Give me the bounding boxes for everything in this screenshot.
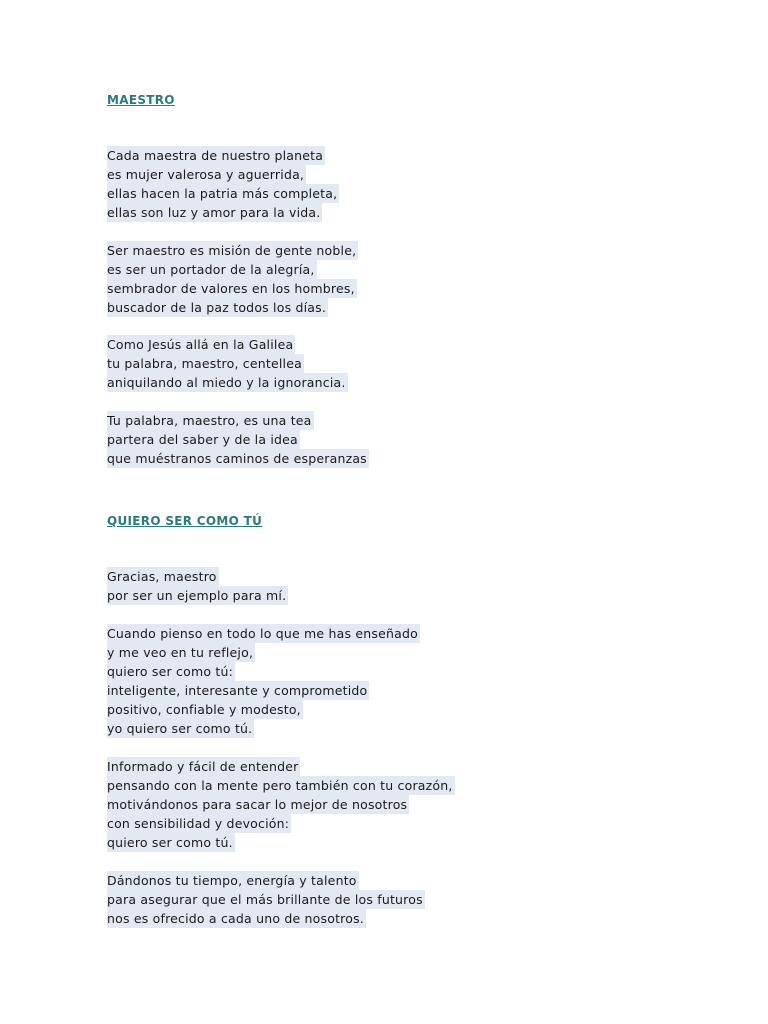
verse-line: Gracias, maestro xyxy=(107,569,217,584)
verse-line: es mujer valerosa y aguerrida, xyxy=(107,167,305,182)
verse-line: Informado y fácil de entender xyxy=(107,759,299,774)
verse-line: por ser un ejemplo para mí. xyxy=(107,588,287,603)
verse-line: buscador de la paz todos los días. xyxy=(107,300,327,315)
verse-line: Dándonos tu tiempo, energía y talento xyxy=(107,873,357,888)
verse-line: quiero ser como tú: xyxy=(107,664,233,679)
stanza xyxy=(107,410,369,467)
poem-title-quiero-ser-como-tu: QUIERO SER COMO TÚ xyxy=(107,514,263,528)
stanza xyxy=(107,145,339,221)
stanza xyxy=(107,756,455,851)
verse-line: para asegurar que el más brillante de los futuros xyxy=(107,892,423,907)
verse-line: Tu palabra, maestro, es una tea xyxy=(107,413,312,428)
verse-line: Ser maestro es misión de gente noble, xyxy=(107,243,357,258)
poem-title-maestro: MAESTRO xyxy=(107,93,175,107)
stanza xyxy=(107,566,288,604)
stanza xyxy=(107,870,425,927)
verse-line: partera del saber y de la idea xyxy=(107,432,298,447)
verse-line: ellas hacen la patria más completa, xyxy=(107,186,338,201)
verse-line: positivo, confiable y modesto, xyxy=(107,702,301,717)
verse-line: quiero ser como tú. xyxy=(107,835,233,850)
verse-line: Cuando pienso en todo lo que me has enseñado xyxy=(107,626,418,641)
verse-line: motivándonos para sacar lo mejor de nosotros xyxy=(107,797,408,812)
verse-line: Cada maestra de nuestro planeta xyxy=(107,148,324,163)
verse-line: sembrador de valores en los hombres, xyxy=(107,281,355,296)
verse-line: es ser un portador de la alegría, xyxy=(107,262,315,277)
stanza xyxy=(107,334,348,391)
verse-line: y me veo en tu reflejo, xyxy=(107,645,254,660)
verse-line: nos es ofrecido a cada uno de nosotros. xyxy=(107,911,364,926)
verse-line: yo quiero ser como tú. xyxy=(107,721,253,736)
verse-line: aniquilando al miedo y la ignorancia. xyxy=(107,375,346,390)
stanza xyxy=(107,623,420,737)
verse-line: inteligente, interesante y comprometido xyxy=(107,683,368,698)
verse-line: tu palabra, maestro, centellea xyxy=(107,356,302,371)
verse-line: ellas son luz y amor para la vida. xyxy=(107,205,321,220)
verse-line: que muéstranos caminos de esperanzas xyxy=(107,451,367,466)
stanza xyxy=(107,240,358,316)
verse-line: Como Jesús allá en la Galilea xyxy=(107,337,294,352)
verse-line: pensando con la mente pero también con tu corazón, xyxy=(107,778,453,793)
verse-line: con sensibilidad y devoción: xyxy=(107,816,290,831)
